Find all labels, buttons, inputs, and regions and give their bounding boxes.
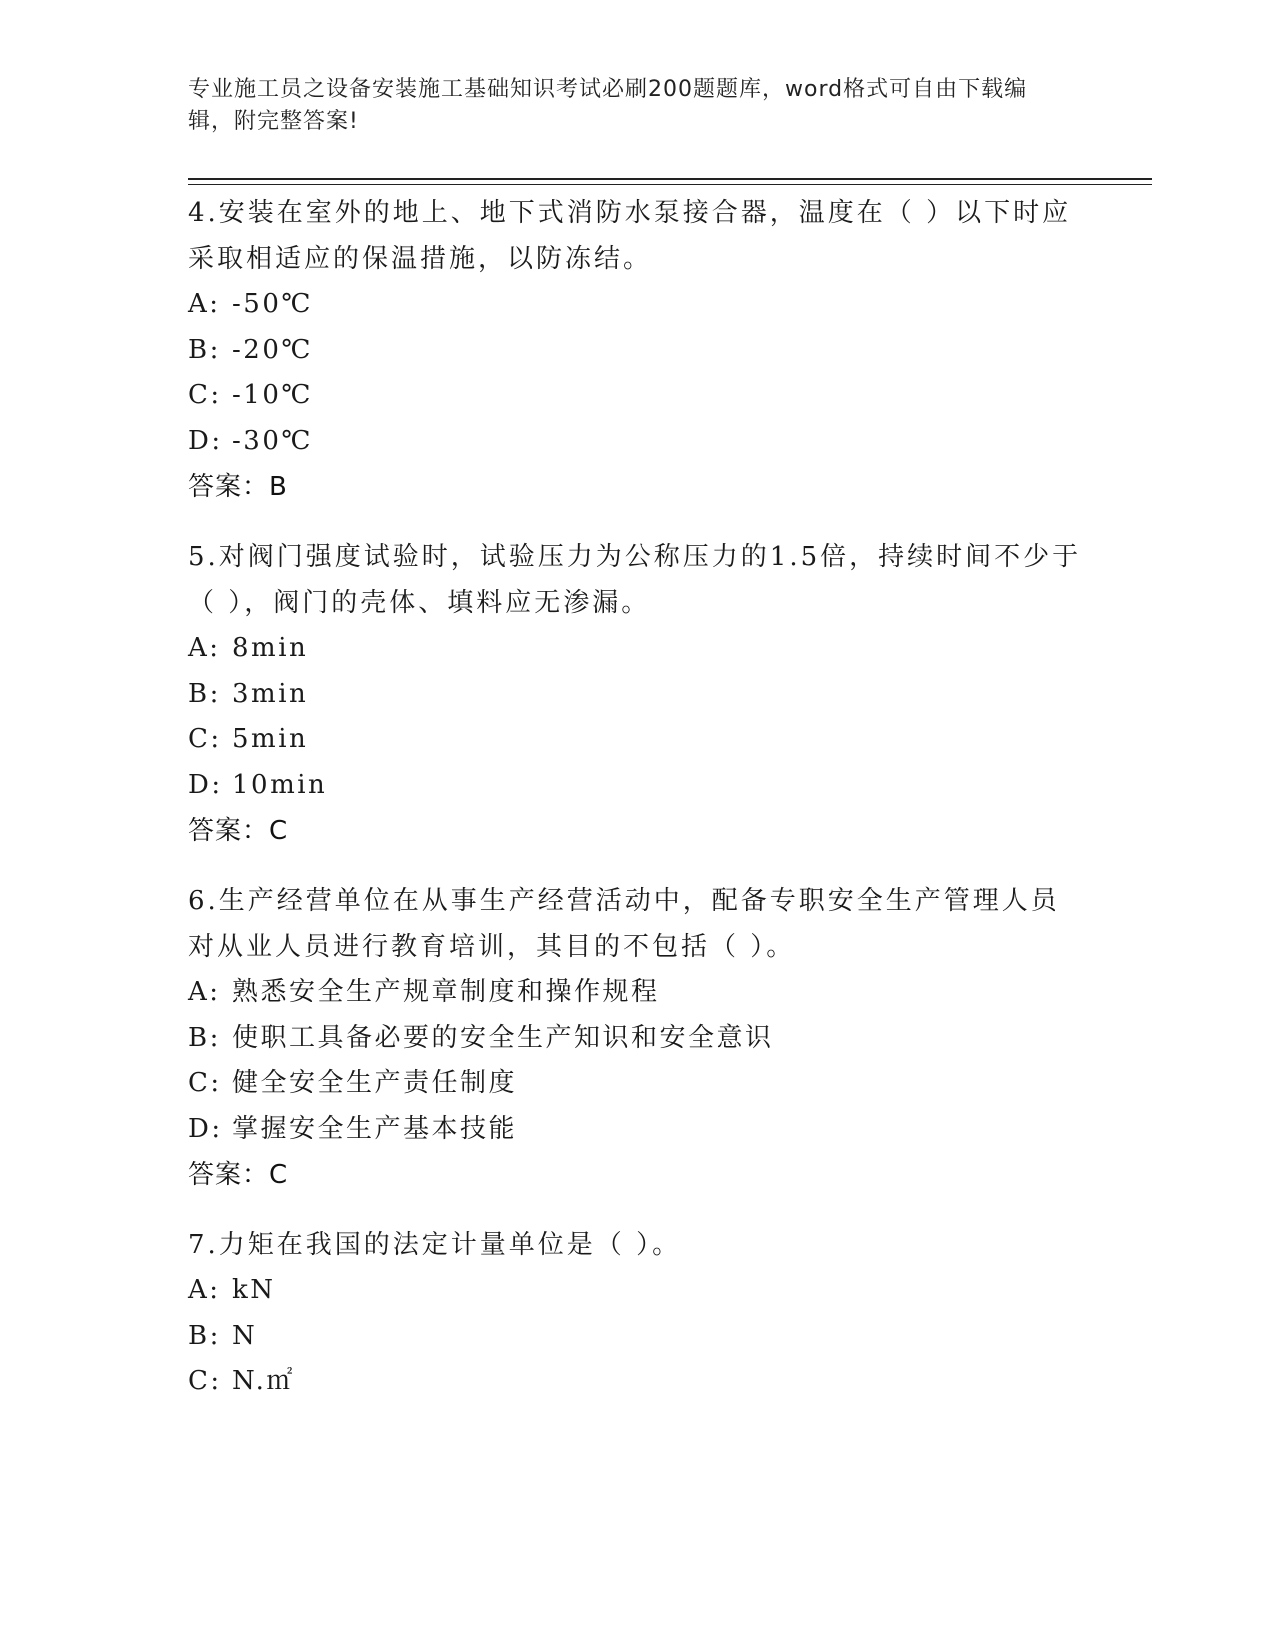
- option-b: [188, 672, 1088, 718]
- answer-line: [188, 1152, 1088, 1198]
- option-d: [188, 1107, 1088, 1153]
- option-key: C:: [188, 1366, 222, 1396]
- option-b: [188, 1016, 1088, 1062]
- answer-value: C: [269, 1160, 289, 1190]
- option-key: B:: [188, 334, 221, 365]
- question-5: [188, 534, 1088, 854]
- option-a: [188, 626, 1088, 672]
- option-key: A:: [188, 633, 221, 663]
- option-key: C:: [188, 1068, 222, 1098]
- option-value: 健全安全生产责任制度: [232, 1068, 518, 1098]
- answer-value: B: [269, 472, 288, 502]
- option-b: [188, 1314, 1088, 1360]
- option-key: C:: [188, 380, 222, 410]
- option-value: 3min: [232, 678, 309, 709]
- option-c: [188, 1061, 1088, 1107]
- option-a: [188, 1268, 1088, 1314]
- answer-line: [188, 464, 1088, 510]
- question-text: 6.生产经营单位在从事生产经营活动中，配备专职安全生产管理人员对从业人员进行教育培训，其目的不包括（ ）。: [188, 886, 1060, 962]
- option-value: kN: [232, 1275, 276, 1305]
- option-value: -30℃: [232, 425, 313, 456]
- answer-line: [188, 808, 1088, 854]
- option-key: A:: [188, 977, 221, 1007]
- answer-value: C: [269, 816, 289, 846]
- answer-label: 答案：: [188, 816, 270, 846]
- option-value: 5min: [232, 724, 309, 754]
- answer-label: 答案：: [188, 472, 270, 502]
- option-value: 熟悉安全生产规章制度和操作规程: [232, 977, 660, 1007]
- header-divider-thick: [188, 178, 1152, 180]
- option-value: N.㎡: [232, 1366, 295, 1396]
- question-text: 5.对阀门强度试验时，试验压力为公称压力的1.5倍，持续时间不少于（ ），阀门的壳体、填料应无渗漏。: [188, 542, 1082, 618]
- option-value: -20℃: [232, 334, 313, 365]
- option-key: D:: [188, 425, 223, 456]
- option-value: N: [232, 1320, 258, 1351]
- question-4: [188, 190, 1088, 510]
- option-key: A:: [188, 289, 221, 319]
- question-6: [188, 878, 1088, 1198]
- answer-label: 答案：: [188, 1160, 270, 1190]
- option-key: D:: [188, 769, 223, 800]
- question-list: [188, 190, 1088, 1429]
- option-c: [188, 1359, 1088, 1405]
- option-value: 10min: [232, 769, 328, 800]
- question-text: 7.力矩在我国的法定计量单位是（ ）。: [188, 1230, 682, 1260]
- option-value: 掌握安全生产基本技能: [232, 1113, 518, 1144]
- option-d: [188, 763, 1088, 809]
- option-key: B:: [188, 678, 221, 709]
- header-divider-thin: [188, 184, 1152, 185]
- question-text: 4.安装在室外的地上、地下式消防水泵接合器，温度在（ ）以下时应采取相适应的保温措施，以防冻结。: [188, 198, 1072, 274]
- option-key: C:: [188, 724, 222, 754]
- option-d: [188, 419, 1088, 465]
- option-c: [188, 717, 1088, 763]
- option-key: A:: [188, 1275, 221, 1305]
- option-b: [188, 328, 1088, 374]
- option-key: D:: [188, 1113, 223, 1144]
- option-value: -50℃: [232, 289, 313, 319]
- question-7: [188, 1222, 1088, 1405]
- option-value: 8min: [232, 633, 309, 663]
- option-a: [188, 282, 1088, 328]
- document-header: 专业施工员之设备安装施工基础知识考试必刷200题题库，word格式可自由下载编辑，附完整答案!: [188, 77, 1028, 134]
- option-value: 使职工具备必要的安全生产知识和安全意识: [232, 1022, 774, 1053]
- option-key: B:: [188, 1022, 221, 1053]
- option-value: -10℃: [232, 380, 313, 410]
- option-c: [188, 373, 1088, 419]
- option-key: B:: [188, 1320, 221, 1351]
- option-a: [188, 970, 1088, 1016]
